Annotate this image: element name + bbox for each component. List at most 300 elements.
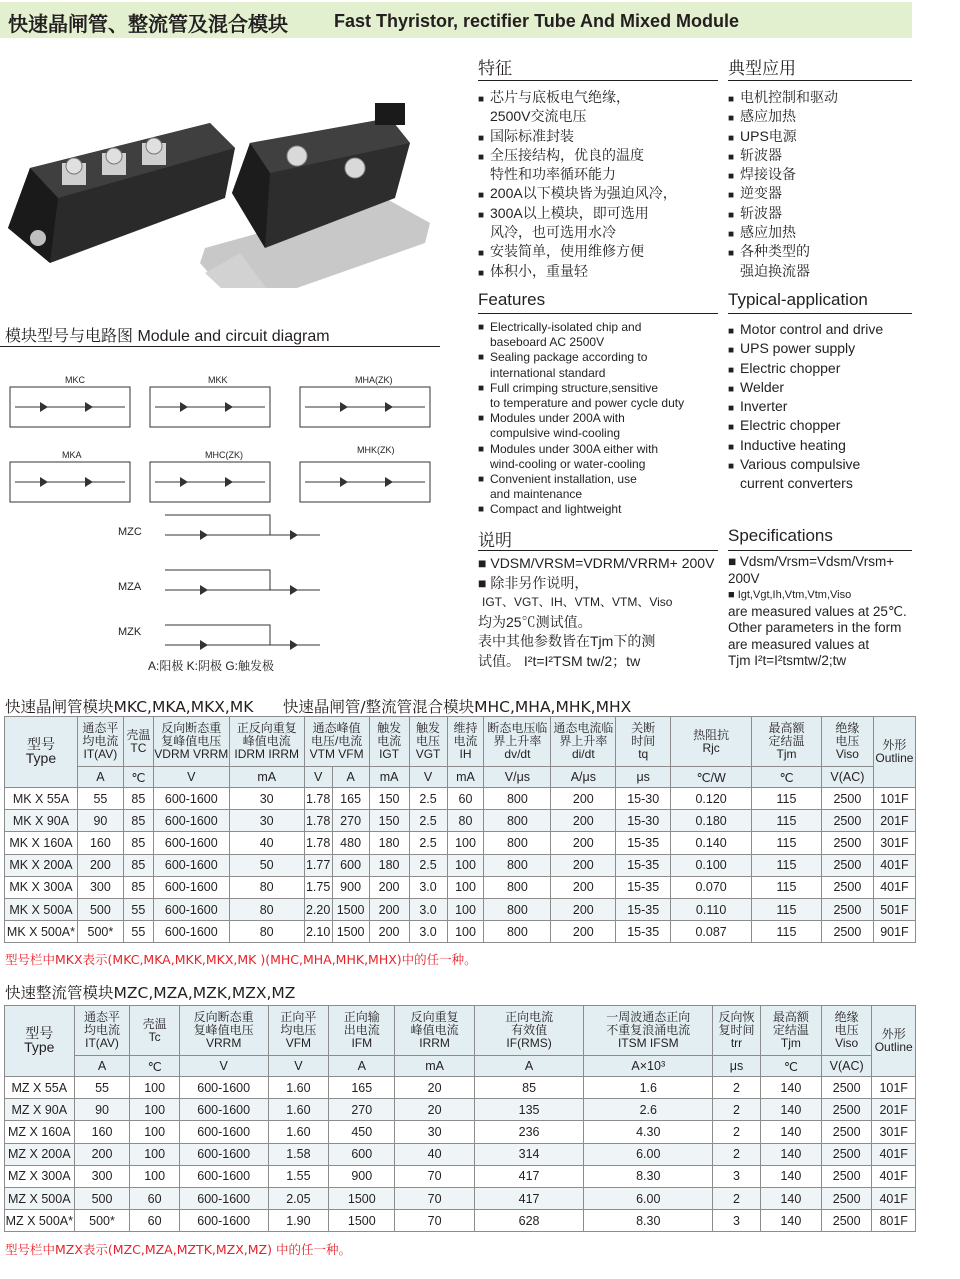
table-cell: 2500	[821, 1077, 871, 1099]
model-cell: MZ X 160A	[5, 1121, 75, 1143]
table1-note: 型号栏中MKX表示(MKC,MKA,MKK,MKX,MK )(MHC,MHA,MHK,MHX)中的任一种。	[5, 952, 477, 967]
list-item: wind-cooling or water-cooling	[490, 456, 646, 471]
table-cell: 3.0	[409, 876, 447, 898]
applications-cn-rule	[728, 80, 912, 81]
unit-cell: A/μs	[551, 767, 616, 788]
table-cell: 70	[395, 1187, 474, 1209]
table-cell: 55	[74, 1077, 130, 1099]
table-cell: 200	[551, 876, 616, 898]
table-row	[5, 898, 916, 920]
features-en-rule	[478, 313, 718, 314]
model-cell: MZ X 500A	[5, 1187, 75, 1209]
table-cell: 200	[551, 810, 616, 832]
list-item: to temperature and power cycle duty	[490, 396, 685, 411]
table-cell: 1.90	[268, 1210, 329, 1232]
col-header: 绝缘 电压 Viso	[821, 1006, 871, 1056]
list-item: compulsive wind-cooling	[490, 426, 621, 441]
table-cell: 480	[332, 832, 369, 854]
table-cell: 100	[130, 1099, 179, 1121]
table-row	[5, 1121, 916, 1143]
list-item: 风冷，也可选用水冷	[490, 224, 616, 241]
circuit-label-mkk: MKK	[208, 375, 228, 385]
list-item: ■ Full crimping structure,sensitive	[478, 381, 723, 396]
table-cell: 2.10	[304, 921, 332, 943]
table-cell: 401F	[873, 854, 915, 876]
table-cell: 160	[74, 1121, 130, 1143]
list-item: ■ 电机控制和驱动	[728, 88, 912, 107]
table-cell: 85	[123, 810, 153, 832]
thyristor-spec-table	[4, 716, 916, 943]
table-cell: 628	[474, 1210, 584, 1232]
table-row	[5, 788, 916, 810]
table-row	[5, 1165, 916, 1187]
specs-en-heading: Specifications	[728, 526, 833, 545]
applications-cn-list	[728, 88, 912, 281]
list-item: and maintenance	[490, 487, 583, 502]
table-cell: 80	[229, 876, 304, 898]
unit-cell: V	[153, 767, 229, 788]
unit-cell: V	[304, 767, 332, 788]
col-header: 热阻抗 Rjc	[671, 717, 752, 767]
table-cell: 600-1600	[179, 1143, 268, 1165]
table-cell: 30	[229, 788, 304, 810]
table-cell: 3	[713, 1210, 761, 1232]
table-cell: 85	[123, 876, 153, 898]
col-header: 断态电压临 界上升率 dv/dt	[484, 717, 551, 767]
table-cell: 2500	[821, 832, 873, 854]
spec-line: ■ Vdsm/Vrsm=Vdsm/Vrsm+ 200V	[728, 554, 895, 586]
list-item: ■ 安装简单，使用维修方便	[478, 242, 718, 261]
model-cell: MK X 200A	[5, 854, 78, 876]
specs-en-rule	[728, 550, 912, 551]
unit-cell: ℃/W	[671, 767, 752, 788]
table-cell: 0.120	[671, 788, 752, 810]
col-header: 正向电流 有效值 IF(RMS)	[474, 1006, 584, 1056]
table-cell: 200	[369, 876, 409, 898]
note-line: 均为25℃测试值。	[478, 613, 592, 630]
table-cell: 3.0	[409, 921, 447, 943]
table-cell: 70	[395, 1210, 474, 1232]
table-cell: 401F	[872, 1187, 916, 1209]
table-cell: 200	[551, 854, 616, 876]
model-cell: MK X 90A	[5, 810, 78, 832]
table-cell: 60	[130, 1210, 179, 1232]
table-cell: 2500	[821, 788, 873, 810]
table-cell: 140	[760, 1121, 821, 1143]
table-cell: 15-35	[616, 898, 671, 920]
table-cell: 0.110	[671, 898, 752, 920]
table-cell: 2	[713, 1143, 761, 1165]
table-cell: 6.00	[584, 1187, 713, 1209]
table-cell: 80	[229, 921, 304, 943]
table-cell: 450	[329, 1121, 395, 1143]
table-cell: 2500	[821, 854, 873, 876]
table-cell: 80	[229, 898, 304, 920]
table-cell: 140	[760, 1099, 821, 1121]
features-en-heading: Features	[478, 290, 546, 309]
page-title-en: Fast Thyristor, rectifier Tube And Mixed Module	[334, 11, 740, 31]
model-cell: MK X 500A	[5, 898, 78, 920]
table-cell: 3	[713, 1165, 761, 1187]
table-cell: 600-1600	[153, 921, 229, 943]
table-cell: 600	[332, 854, 369, 876]
col-header: 反向恢 复时间 trr	[713, 1006, 761, 1056]
table-cell: 30	[395, 1121, 474, 1143]
table-cell: 401F	[873, 876, 915, 898]
col-header: 通态峰值 电压/电流 VTM VFM	[304, 717, 369, 767]
table-cell: 2.5	[409, 788, 447, 810]
col-header: 正向输 出电流 IFM	[329, 1006, 395, 1056]
col-header: 通态平 均电流 IT(AV)	[77, 717, 123, 767]
model-cell: MK X 300A	[5, 876, 78, 898]
table-cell: 180	[369, 854, 409, 876]
list-item: ■ 体积小，重量轻	[478, 262, 718, 281]
table-cell: 1.78	[304, 788, 332, 810]
table-cell: 160	[77, 832, 123, 854]
model-cell: MZ X 200A	[5, 1143, 75, 1165]
unit-cell: V/μs	[484, 767, 551, 788]
table-cell: 8.30	[584, 1210, 713, 1232]
table-cell: 500*	[74, 1210, 130, 1232]
list-item: ■ Electric chopper	[728, 416, 912, 435]
table-cell: 140	[760, 1077, 821, 1099]
table-cell: 4.30	[584, 1121, 713, 1143]
applications-cn-heading: 典型应用	[728, 59, 796, 78]
list-item: ■ Motor control and drive	[728, 320, 912, 339]
table-cell: 200	[369, 921, 409, 943]
table-cell: 60	[447, 788, 484, 810]
table-cell: 900	[332, 876, 369, 898]
table-cell: 401F	[872, 1143, 916, 1165]
list-item: ■ 300A以上模块，即可选用	[478, 204, 718, 223]
table-cell: 2	[713, 1121, 761, 1143]
list-item: ■ 全压接结构，优良的温度	[478, 146, 718, 165]
page-title-cn: 快速晶闸管、整流管及混合模块	[8, 12, 288, 36]
unit-cell: V	[409, 767, 447, 788]
features-cn-heading: 特征	[478, 59, 512, 78]
table-cell: 2	[713, 1099, 761, 1121]
col-header: 触发 电压 VGT	[409, 717, 447, 767]
list-item: ■ Electrically-isolated chip and	[478, 320, 723, 335]
table-cell: 1500	[329, 1210, 395, 1232]
table-cell: 500	[74, 1187, 130, 1209]
list-item: ■ Compact and lightweight	[478, 502, 723, 517]
note-line: ■ VDSM/VRSM=VDRM/VRRM+ 200V	[478, 555, 715, 571]
table-cell: 200	[77, 854, 123, 876]
table-cell: 600-1600	[153, 810, 229, 832]
model-cell: MZ X 90A	[5, 1099, 75, 1121]
unit-cell: V	[179, 1056, 268, 1077]
table-cell: 800	[484, 921, 551, 943]
list-item: ■ 芯片与底板电气绝缘，	[478, 88, 718, 107]
table-cell: 1.58	[268, 1143, 329, 1165]
table-cell: 2500	[821, 1121, 871, 1143]
table-cell: 20	[395, 1077, 474, 1099]
unit-cell: mA	[369, 767, 409, 788]
list-item: 强迫换流器	[740, 262, 810, 279]
table-cell: 314	[474, 1143, 584, 1165]
list-item: international standard	[490, 365, 606, 380]
table-cell: 100	[130, 1165, 179, 1187]
table-cell: 600-1600	[179, 1077, 268, 1099]
table-cell: 100	[130, 1121, 179, 1143]
col-header: 反向断态重 复峰值电压 VRRM	[179, 1006, 268, 1056]
circuit-label-mhk: MHK(ZK)	[357, 445, 395, 455]
table-cell: 1500	[329, 1187, 395, 1209]
table-cell: 200	[551, 788, 616, 810]
unit-cell: A	[329, 1056, 395, 1077]
table-cell: 301F	[872, 1121, 916, 1143]
table-cell: 8.30	[584, 1165, 713, 1187]
model-cell: MZ X 55A	[5, 1077, 75, 1099]
unit-cell: mA	[447, 767, 484, 788]
table-row	[5, 810, 916, 832]
circuit-heading: 模块型号与电路图 Module and circuit diagram	[5, 328, 330, 345]
table-cell: 2.5	[409, 810, 447, 832]
table-cell: 55	[123, 898, 153, 920]
table-cell: 301F	[873, 832, 915, 854]
table-row	[5, 876, 916, 898]
spec-line: are measured values at	[728, 636, 870, 652]
col-header: 壳温 Tc	[130, 1006, 179, 1056]
table-row	[5, 832, 916, 854]
table-cell: 236	[474, 1121, 584, 1143]
table-cell: 1.60	[268, 1121, 329, 1143]
table-cell: 70	[395, 1165, 474, 1187]
table-cell: 270	[329, 1099, 395, 1121]
table-cell: 101F	[873, 788, 915, 810]
unit-cell: V(AC)	[821, 767, 873, 788]
list-item: ■ Inductive heating	[728, 436, 912, 455]
table-cell: 85	[474, 1077, 584, 1099]
table-cell: 270	[332, 810, 369, 832]
col-header-type: 型号 Type	[5, 717, 78, 788]
table-cell: 600	[329, 1143, 395, 1165]
table-cell: 0.180	[671, 810, 752, 832]
list-item: ■ 感应加热	[728, 107, 912, 126]
list-item: ■ UPS电源	[728, 127, 912, 146]
table-cell: 1.60	[268, 1077, 329, 1099]
table-cell: 417	[474, 1165, 584, 1187]
table-cell: 115	[752, 788, 822, 810]
table-cell: 901F	[873, 921, 915, 943]
table-cell: 2500	[821, 898, 873, 920]
unit-cell: μs	[616, 767, 671, 788]
list-item: ■ Sealing package according to	[478, 350, 723, 365]
table-cell: 2.20	[304, 898, 332, 920]
table-cell: 50	[229, 854, 304, 876]
table-cell: 801F	[872, 1210, 916, 1232]
table-cell: 115	[752, 898, 822, 920]
col-header: 关断 时间 tq	[616, 717, 671, 767]
table-cell: 3.0	[409, 898, 447, 920]
table-cell: 100	[447, 921, 484, 943]
circuit-diagrams	[0, 345, 440, 680]
unit-cell: V(AC)	[821, 1056, 871, 1077]
table-cell: 800	[484, 898, 551, 920]
table-cell: 417	[474, 1187, 584, 1209]
table-row	[5, 1099, 916, 1121]
list-item: current converters	[740, 475, 853, 492]
unit-cell: ℃	[752, 767, 822, 788]
table-cell: 600-1600	[153, 854, 229, 876]
unit-cell: V	[268, 1056, 329, 1077]
table-cell: 2.05	[268, 1187, 329, 1209]
table-cell: 140	[760, 1187, 821, 1209]
table-cell: 2	[713, 1077, 761, 1099]
table-cell: 2.5	[409, 832, 447, 854]
table-cell: 140	[760, 1165, 821, 1187]
list-item: ■ 斩波器	[728, 204, 912, 223]
table-cell: 40	[229, 832, 304, 854]
table-cell: 600-1600	[179, 1210, 268, 1232]
list-item: 2500V交流电压	[490, 108, 587, 125]
features-cn-list	[478, 88, 718, 281]
col-header-outline: 外形 Outline	[872, 1006, 916, 1077]
table-cell: 600-1600	[153, 898, 229, 920]
table-cell: 800	[484, 854, 551, 876]
col-header: 绝缘 电压 Viso	[821, 717, 873, 767]
col-header: 最高额 定结温 Tjm	[760, 1006, 821, 1056]
table-cell: 15-30	[616, 788, 671, 810]
circuit-legend: A:阳极 K:阴极 G:触发极	[148, 659, 275, 673]
table-row	[5, 854, 916, 876]
unit-cell: A	[474, 1056, 584, 1077]
list-item: ■ 逆变器	[728, 184, 912, 203]
model-cell: MZ X 300A	[5, 1165, 75, 1187]
table-cell: 200	[551, 898, 616, 920]
table-cell: 150	[369, 810, 409, 832]
table-cell: 200	[369, 898, 409, 920]
table-cell: 15-35	[616, 854, 671, 876]
table-cell: 600-1600	[153, 788, 229, 810]
table-cell: 201F	[872, 1099, 916, 1121]
unit-cell: A	[332, 767, 369, 788]
notes-cn-rule	[478, 550, 718, 551]
features-en-list	[478, 320, 723, 518]
table-cell: 90	[74, 1099, 130, 1121]
col-header: 触发 电流 IGT	[369, 717, 409, 767]
unit-cell: mA	[395, 1056, 474, 1077]
spec-line: are measured values at 25℃.	[728, 603, 907, 619]
list-item: ■ Modules under 300A either with	[478, 442, 723, 457]
table-cell: 300	[77, 876, 123, 898]
col-header: 维持 电流 IH	[447, 717, 484, 767]
table-cell: 2.5	[409, 854, 447, 876]
table-cell: 15-30	[616, 810, 671, 832]
list-item: ■ Convenient installation, use	[478, 472, 723, 487]
table-cell: 200	[74, 1143, 130, 1165]
table-row	[5, 1077, 916, 1099]
table-cell: 80	[447, 810, 484, 832]
circuit-label-mza: MZA	[118, 581, 142, 593]
unit-cell: ℃	[760, 1056, 821, 1077]
model-cell: MZ X 500A*	[5, 1210, 75, 1232]
table-cell: 165	[329, 1077, 395, 1099]
table-cell: 600-1600	[153, 876, 229, 898]
table-cell: 6.00	[584, 1143, 713, 1165]
list-item: ■ UPS power supply	[728, 339, 912, 358]
table-cell: 2	[713, 1187, 761, 1209]
list-item: ■ 斩波器	[728, 146, 912, 165]
table-cell: 0.140	[671, 832, 752, 854]
col-header: 壳温 TC	[123, 717, 153, 767]
circuit-label-mzc: MZC	[118, 526, 142, 538]
table-row	[5, 1210, 916, 1232]
table-cell: 2500	[821, 810, 873, 832]
rectifier-spec-table	[4, 1005, 916, 1232]
table-cell: 0.100	[671, 854, 752, 876]
list-item: baseboard AC 2500V	[490, 335, 605, 350]
col-header: 通态平 均电流 IT(AV)	[74, 1006, 130, 1056]
table-cell: 501F	[873, 898, 915, 920]
table-cell: 600-1600	[153, 832, 229, 854]
table-cell: 300	[74, 1165, 130, 1187]
table-cell: 600-1600	[179, 1099, 268, 1121]
table-cell: 800	[484, 810, 551, 832]
table-cell: 1.77	[304, 854, 332, 876]
table-cell: 180	[369, 832, 409, 854]
note-line: IGT、VGT、IH、VTM、VTM、Viso	[482, 595, 673, 609]
list-item: ■ 各种类型的	[728, 242, 912, 261]
unit-cell: A	[77, 767, 123, 788]
table-cell: 1.60	[268, 1099, 329, 1121]
specs-en-body	[728, 554, 928, 670]
circuit-label-mhc: MHC(ZK)	[205, 450, 243, 460]
table-cell: 30	[229, 810, 304, 832]
col-header: 通态电流临 界上升率 di/dt	[551, 717, 616, 767]
list-item: ■ 国际标准封装	[478, 127, 718, 146]
applications-en-list	[728, 320, 912, 494]
table-cell: 1.6	[584, 1077, 713, 1099]
list-item: ■ 焊接设备	[728, 165, 912, 184]
model-cell: MK X 160A	[5, 832, 78, 854]
table-cell: 800	[484, 876, 551, 898]
table-cell: 115	[752, 832, 822, 854]
circuit-label-mkc: MKC	[65, 375, 85, 385]
table-cell: 60	[130, 1187, 179, 1209]
notes-cn-body	[478, 554, 718, 671]
table-cell: 900	[329, 1165, 395, 1187]
table-cell: 2.6	[584, 1099, 713, 1121]
table-cell: 200	[551, 832, 616, 854]
list-item: ■ 200A以下模块皆为强迫风冷，	[478, 184, 718, 203]
table-cell: 165	[332, 788, 369, 810]
note-line: 表中其他参数皆在Tjm下的测	[478, 633, 656, 649]
table-cell: 2500	[821, 1143, 871, 1165]
table-cell: 800	[484, 832, 551, 854]
table-cell: 115	[752, 810, 822, 832]
model-cell: MK X 55A	[5, 788, 78, 810]
unit-cell: A×10³	[584, 1056, 713, 1077]
table-cell: 15-35	[616, 921, 671, 943]
table-cell: 101F	[872, 1077, 916, 1099]
col-header: 最高额 定结温 Tjm	[752, 717, 822, 767]
table-cell: 15-35	[616, 832, 671, 854]
table-cell: 800	[484, 788, 551, 810]
table-cell: 90	[77, 810, 123, 832]
model-cell: MK X 500A*	[5, 921, 78, 943]
table2-note: 型号栏中MZX表示(MZC,MZA,MZTK,MZX,MZ) 中的任一种。	[5, 1242, 351, 1257]
table-cell: 2500	[821, 921, 873, 943]
note-line: ■ 除非另作说明，	[478, 574, 589, 591]
circuit-label-mka: MKA	[62, 450, 82, 460]
features-cn-rule	[478, 80, 718, 81]
col-header: 正向平 均电压 VFM	[268, 1006, 329, 1056]
table-cell: 201F	[873, 810, 915, 832]
notes-cn-heading: 说明	[478, 531, 512, 550]
spec-line: Tjm I²t=I²tsmtw/2;tw	[728, 653, 847, 668]
